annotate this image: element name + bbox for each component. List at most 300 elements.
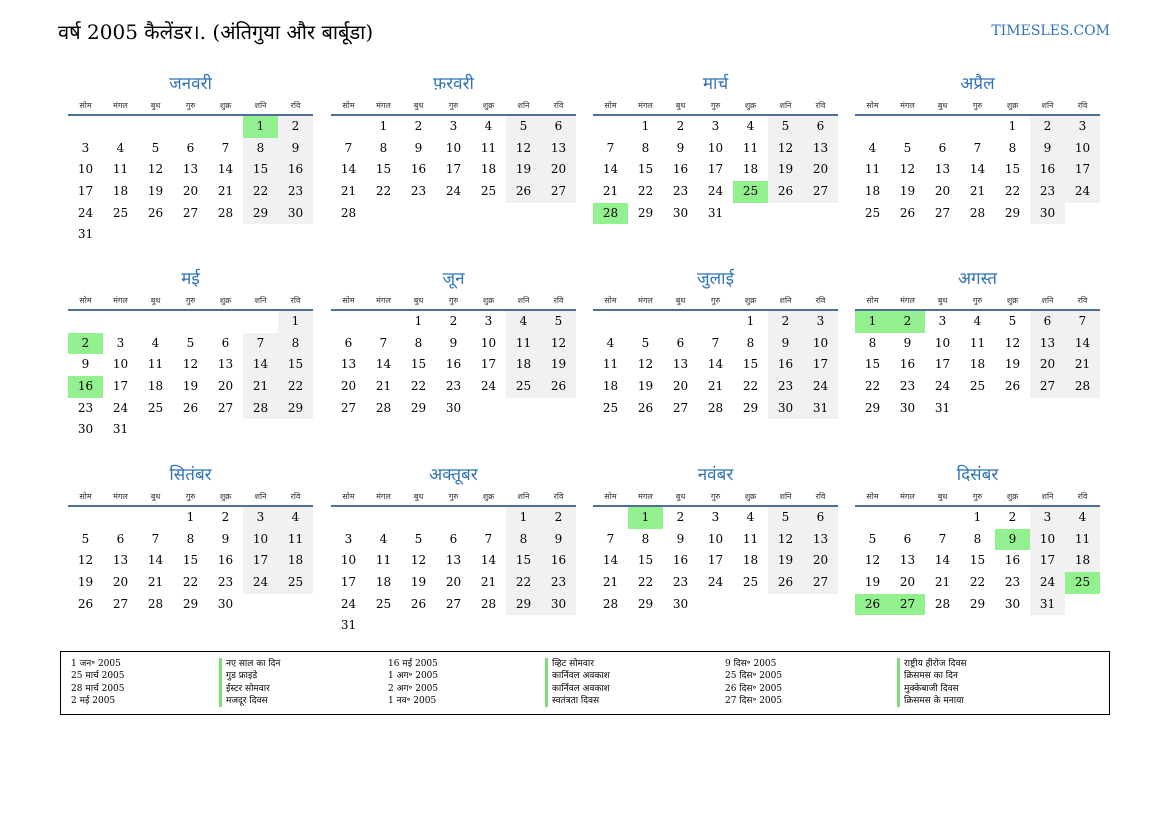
day-cell: 24 (707, 575, 724, 590)
day-cell: 6 (803, 507, 838, 529)
day-cell: 12 (182, 357, 199, 372)
day-cell: 29 (278, 398, 313, 420)
empty-cell (173, 311, 208, 333)
day-cell: 4 (484, 119, 493, 133)
day-cell: 1 (278, 311, 313, 333)
weekday-label: रवि (290, 101, 301, 110)
day-cell: 31 (707, 205, 724, 220)
day-grid (593, 116, 838, 224)
day-cell: 27 (803, 181, 838, 203)
holiday-name: कार्निवल अवकाश (545, 670, 610, 682)
day-cell: 31 (112, 422, 129, 437)
day-cell: 30 (77, 422, 94, 437)
day-cell: 19 (182, 379, 199, 394)
weekday-label: सोम (604, 296, 617, 305)
holiday-name: ईस्टर सोमवार (219, 683, 280, 695)
empty-cell (366, 311, 401, 333)
day-cell: 17 (445, 162, 462, 177)
holiday-name: स्वतंत्रता दिवस (545, 695, 610, 707)
day-cell: 26 (541, 376, 576, 398)
weekday-label: शनि (254, 101, 267, 110)
holiday-name: व्हिट सोमवार (545, 658, 610, 670)
day-cell: 25 (969, 379, 986, 394)
day-cell: 24 (934, 379, 951, 394)
day-cell: 13 (672, 357, 689, 372)
month-7 (593, 267, 838, 419)
day-cell: 27 (803, 572, 838, 594)
weekday-label: रवि (553, 492, 564, 501)
weekday-label: गुरु (185, 296, 196, 305)
day-cell: 9 (903, 335, 912, 350)
month-12 (855, 463, 1100, 615)
day-cell: 31 (77, 227, 94, 242)
day-cell: 20 (340, 379, 357, 394)
day-cell: 6 (938, 140, 947, 155)
day-cell: 4 (151, 335, 160, 350)
day-cell: 23 (410, 184, 427, 199)
day-cell: 5 (186, 335, 195, 350)
day-cell: 26 (1004, 379, 1021, 394)
day-cell: 4 (379, 531, 388, 546)
weekday-label: शनि (517, 492, 530, 501)
day-cell: 6 (803, 116, 838, 138)
holiday-date-column (388, 658, 438, 707)
day-cell: 11 (147, 357, 164, 372)
weekday-label: शुक्र (482, 101, 495, 110)
weekday-label: रवि (553, 296, 564, 305)
day-cell: 7 (484, 531, 493, 546)
day-cell: 28 (375, 400, 392, 415)
day-cell: 8 (973, 531, 982, 546)
day-cell: 1 (641, 119, 650, 133)
day-cell: 24 (1065, 181, 1100, 203)
day-cell: 18 (112, 184, 129, 199)
day-cell: 25 (278, 572, 313, 594)
day-cell: 27 (890, 594, 925, 616)
day-cell: 17 (243, 550, 278, 572)
empty-cell (855, 507, 890, 529)
day-cell: 7 (938, 531, 947, 546)
weekday-label: रवि (290, 296, 301, 305)
day-cell: 30 (541, 594, 576, 616)
holiday-name: राष्ट्रीय हीरोज दिवस (897, 658, 967, 670)
day-cell: 26 (410, 596, 427, 611)
day-cell: 28 (147, 596, 164, 611)
day-cell: 30 (672, 205, 689, 220)
day-cell: 29 (637, 596, 654, 611)
day-cell: 6 (903, 531, 912, 546)
day-cell: 19 (541, 354, 576, 376)
day-cell: 11 (602, 357, 619, 372)
day-cell: 9 (449, 335, 458, 350)
day-cell: 20 (1030, 354, 1065, 376)
day-cell: 23 (1030, 181, 1065, 203)
day-cell: 28 (217, 205, 234, 220)
day-cell: 26 (899, 205, 916, 220)
day-cell: 28 (707, 400, 724, 415)
day-cell: 4 (116, 140, 125, 155)
month-3 (593, 72, 838, 224)
day-cell: 4 (506, 311, 541, 333)
weekday-label: सोम (342, 101, 355, 110)
day-cell: 15 (969, 553, 986, 568)
holiday-date: 25 मार्च 2005 (71, 671, 125, 682)
day-cell: 11 (864, 162, 881, 177)
day-cell: 8 (243, 138, 278, 160)
empty-cell (593, 116, 628, 138)
weekday-label: सोम (866, 101, 879, 110)
site-link[interactable]: TIMESLES.COM (991, 23, 1110, 39)
day-cell: 10 (340, 553, 357, 568)
day-cell: 12 (541, 333, 576, 355)
day-cell: 24 (707, 184, 724, 199)
weekday-label: बुध (150, 101, 161, 110)
day-cell: 7 (151, 531, 160, 546)
day-cell: 1 (746, 314, 755, 328)
day-cell: 2 (68, 333, 103, 355)
day-cell: 15 (637, 553, 654, 568)
day-cell: 14 (243, 354, 278, 376)
day-cell: 24 (112, 400, 129, 415)
weekday-label: बुध (937, 101, 948, 110)
holiday-name: नए साल का दिन (219, 658, 280, 670)
day-cell: 12 (77, 553, 94, 568)
weekday-label: शनि (517, 296, 530, 305)
weekday-label: रवि (1077, 101, 1088, 110)
weekday-label: सोम (866, 492, 879, 501)
day-cell: 20 (672, 379, 689, 394)
day-cell: 25 (1065, 572, 1100, 594)
weekday-label: रवि (290, 492, 301, 501)
day-cell: 14 (217, 162, 234, 177)
empty-cell (331, 311, 366, 333)
holiday-date: 1 अग॰ 2005 (388, 671, 439, 682)
day-cell: 23 (77, 400, 94, 415)
weekday-header (855, 293, 1100, 309)
day-cell: 7 (379, 335, 388, 350)
day-cell: 14 (707, 357, 724, 372)
day-cell: 19 (1004, 357, 1021, 372)
weekday-label: सोम (79, 492, 92, 501)
weekday-label: शनि (1041, 296, 1054, 305)
day-cell: 12 (864, 553, 881, 568)
weekday-label: गुरु (185, 101, 196, 110)
weekday-label: शुक्र (744, 101, 757, 110)
weekday-label: गुरु (448, 492, 459, 501)
day-cell: 31 (340, 618, 357, 633)
holiday-name: गुड फ्राइडे (219, 670, 280, 682)
day-cell: 8 (506, 529, 541, 551)
day-cell: 19 (77, 575, 94, 590)
day-cell: 15 (278, 354, 313, 376)
day-cell: 8 (278, 333, 313, 355)
empty-cell (925, 507, 960, 529)
day-cell: 7 (606, 140, 615, 155)
month-name: जनवरी (169, 74, 212, 94)
weekday-label: शनि (1041, 101, 1054, 110)
day-cell: 12 (147, 162, 164, 177)
day-cell: 25 (742, 575, 759, 590)
day-cell: 4 (746, 510, 755, 524)
day-cell: 7 (606, 531, 615, 546)
day-cell: 2 (1030, 116, 1065, 138)
weekday-label: गुरु (972, 296, 983, 305)
weekday-label: बुध (413, 101, 424, 110)
day-cell: 8 (641, 140, 650, 155)
weekday-label: गुरु (710, 492, 721, 501)
day-cell: 16 (1030, 159, 1065, 181)
month-6 (331, 267, 576, 419)
weekday-label: रवि (815, 296, 826, 305)
day-cell: 10 (803, 333, 838, 355)
day-cell: 22 (637, 184, 654, 199)
day-cell: 5 (414, 531, 423, 546)
day-cell: 18 (480, 162, 497, 177)
empty-cell (366, 507, 401, 529)
day-cell: 4 (606, 335, 615, 350)
holiday-date-column (725, 658, 782, 707)
day-cell: 23 (899, 379, 916, 394)
day-cell: 11 (112, 162, 129, 177)
day-cell: 16 (217, 553, 234, 568)
day-cell: 16 (278, 159, 313, 181)
day-cell: 22 (969, 575, 986, 590)
empty-cell (855, 116, 890, 138)
holiday-date: 26 दिस॰ 2005 (725, 683, 783, 694)
day-cell: 9 (81, 357, 90, 372)
day-cell: 22 (637, 575, 654, 590)
holiday-name: मजदूर दिवस (219, 695, 280, 707)
day-grid (68, 116, 313, 246)
day-cell: 21 (217, 184, 234, 199)
day-cell: 10 (1065, 138, 1100, 160)
day-cell: 13 (112, 553, 129, 568)
day-cell: 25 (733, 181, 768, 203)
empty-cell (663, 311, 698, 333)
day-cell: 18 (864, 184, 881, 199)
day-cell: 18 (602, 379, 619, 394)
day-cell: 13 (803, 529, 838, 551)
day-cell: 5 (641, 335, 650, 350)
day-cell: 26 (855, 594, 890, 616)
month-name: मार्च (702, 74, 729, 94)
day-cell: 1 (973, 510, 982, 524)
day-grid (68, 507, 313, 615)
holiday-date: 28 मार्च 2005 (71, 683, 125, 694)
weekday-label: शुक्र (482, 492, 495, 501)
empty-cell (103, 116, 138, 138)
day-cell: 21 (147, 575, 164, 590)
day-cell: 11 (1065, 529, 1100, 551)
day-cell: 10 (707, 140, 724, 155)
day-cell: 17 (112, 379, 129, 394)
day-cell: 19 (410, 575, 427, 590)
empty-cell (138, 311, 173, 333)
day-cell: 17 (340, 575, 357, 590)
weekday-label: गुरु (972, 492, 983, 501)
day-cell: 29 (506, 594, 541, 616)
weekday-label: बुध (675, 492, 686, 501)
day-cell: 16 (1004, 553, 1021, 568)
weekday-label: गुरु (448, 101, 459, 110)
day-cell: 7 (711, 335, 720, 350)
weekday-label: शुक्र (1006, 492, 1019, 501)
day-cell: 10 (707, 531, 724, 546)
weekday-label: मंगल (376, 296, 391, 305)
day-cell: 13 (934, 162, 951, 177)
day-cell: 28 (1065, 376, 1100, 398)
day-cell: 26 (506, 181, 541, 203)
day-cell: 20 (934, 184, 951, 199)
day-cell: 30 (1030, 203, 1065, 225)
day-cell: 5 (903, 140, 912, 155)
day-cell: 23 (1004, 575, 1021, 590)
day-cell: 18 (1065, 550, 1100, 572)
day-cell: 28 (340, 205, 357, 220)
day-cell: 14 (375, 357, 392, 372)
day-cell: 21 (602, 575, 619, 590)
day-cell: 13 (445, 553, 462, 568)
day-cell: 4 (973, 314, 982, 328)
day-cell: 23 (672, 575, 689, 590)
day-cell: 20 (445, 575, 462, 590)
day-cell: 7 (344, 140, 353, 155)
day-cell: 19 (147, 184, 164, 199)
day-cell: 4 (1065, 507, 1100, 529)
day-cell: 2 (676, 510, 685, 524)
weekday-label: शुक्र (744, 296, 757, 305)
weekday-header (68, 489, 313, 505)
day-cell: 17 (77, 184, 94, 199)
day-cell: 5 (81, 531, 90, 546)
day-cell: 11 (480, 140, 497, 155)
day-cell: 14 (602, 553, 619, 568)
day-cell: 3 (484, 314, 493, 328)
day-cell: 14 (147, 553, 164, 568)
weekday-header (593, 489, 838, 505)
weekday-label: शनि (1041, 492, 1054, 501)
month-9 (68, 463, 313, 615)
day-cell: 15 (410, 357, 427, 372)
day-cell: 4 (868, 140, 877, 155)
month-name: अगस्त (958, 269, 997, 289)
day-cell: 6 (344, 335, 353, 350)
day-cell: 30 (278, 203, 313, 225)
empty-cell (593, 311, 628, 333)
empty-cell (890, 116, 925, 138)
day-cell: 30 (445, 400, 462, 415)
month-name: फ़रवरी (433, 74, 474, 94)
weekday-label: शुक्र (744, 492, 757, 501)
day-cell: 11 (278, 529, 313, 551)
day-cell: 20 (182, 184, 199, 199)
day-cell: 1 (855, 311, 890, 333)
empty-cell (103, 507, 138, 529)
day-cell: 3 (711, 119, 720, 133)
day-cell: 6 (116, 531, 125, 546)
day-cell: 14 (340, 162, 357, 177)
empty-cell (401, 507, 436, 529)
day-cell: 6 (541, 116, 576, 138)
day-cell: 6 (186, 140, 195, 155)
day-cell: 19 (637, 379, 654, 394)
weekday-label: शनि (779, 296, 792, 305)
day-cell: 9 (995, 529, 1030, 551)
day-cell: 18 (742, 553, 759, 568)
month-name: अप्रैल (960, 74, 995, 94)
day-cell: 26 (182, 400, 199, 415)
day-cell: 20 (217, 379, 234, 394)
month-2 (331, 72, 576, 224)
weekday-label: बुध (150, 492, 161, 501)
day-cell: 2 (1008, 510, 1017, 524)
holiday-name: कार्निवल अवकाश (545, 683, 610, 695)
day-cell: 14 (969, 162, 986, 177)
day-cell: 6 (449, 531, 458, 546)
day-cell: 3 (1030, 507, 1065, 529)
holiday-date: 2 मई 2005 (71, 695, 116, 706)
day-grid (331, 116, 576, 224)
day-cell: 29 (243, 203, 278, 225)
holiday-name: क्रिसमस का दिन (897, 670, 967, 682)
day-cell: 28 (969, 205, 986, 220)
day-cell: 11 (375, 553, 392, 568)
day-cell: 5 (151, 140, 160, 155)
weekday-label: मंगल (376, 101, 391, 110)
weekday-header (331, 98, 576, 114)
day-cell: 31 (1030, 594, 1065, 616)
day-cell: 29 (1004, 205, 1021, 220)
day-cell: 22 (506, 572, 541, 594)
day-cell: 16 (68, 376, 103, 398)
day-cell: 8 (641, 531, 650, 546)
weekday-label: मंगल (376, 492, 391, 501)
weekday-label: बुध (675, 101, 686, 110)
weekday-label: मंगल (113, 492, 128, 501)
day-cell: 3 (1065, 116, 1100, 138)
day-cell: 29 (969, 596, 986, 611)
day-cell: 12 (768, 138, 803, 160)
day-cell: 29 (742, 400, 759, 415)
day-cell: 10 (243, 529, 278, 551)
weekday-label: शुक्र (1006, 296, 1019, 305)
weekday-label: गुरु (972, 101, 983, 110)
day-cell: 15 (1004, 162, 1021, 177)
empty-cell (331, 116, 366, 138)
weekday-label: शुक्र (482, 296, 495, 305)
day-cell: 25 (602, 400, 619, 415)
weekday-label: शुक्र (219, 296, 232, 305)
day-cell: 24 (1030, 572, 1065, 594)
weekday-label: मंगल (900, 296, 915, 305)
day-cell: 27 (1030, 376, 1065, 398)
day-cell: 16 (541, 550, 576, 572)
weekday-label: बुध (937, 296, 948, 305)
day-cell: 31 (934, 400, 951, 415)
weekday-label: मंगल (638, 296, 653, 305)
day-cell: 2 (676, 119, 685, 133)
day-cell: 25 (112, 205, 129, 220)
day-cell: 5 (506, 116, 541, 138)
day-cell: 16 (672, 553, 689, 568)
day-cell: 23 (445, 379, 462, 394)
day-cell: 1 (1008, 119, 1017, 133)
day-cell: 9 (221, 531, 230, 546)
day-cell: 10 (445, 140, 462, 155)
day-cell: 17 (480, 357, 497, 372)
day-cell: 29 (864, 400, 881, 415)
day-cell: 3 (449, 119, 458, 133)
